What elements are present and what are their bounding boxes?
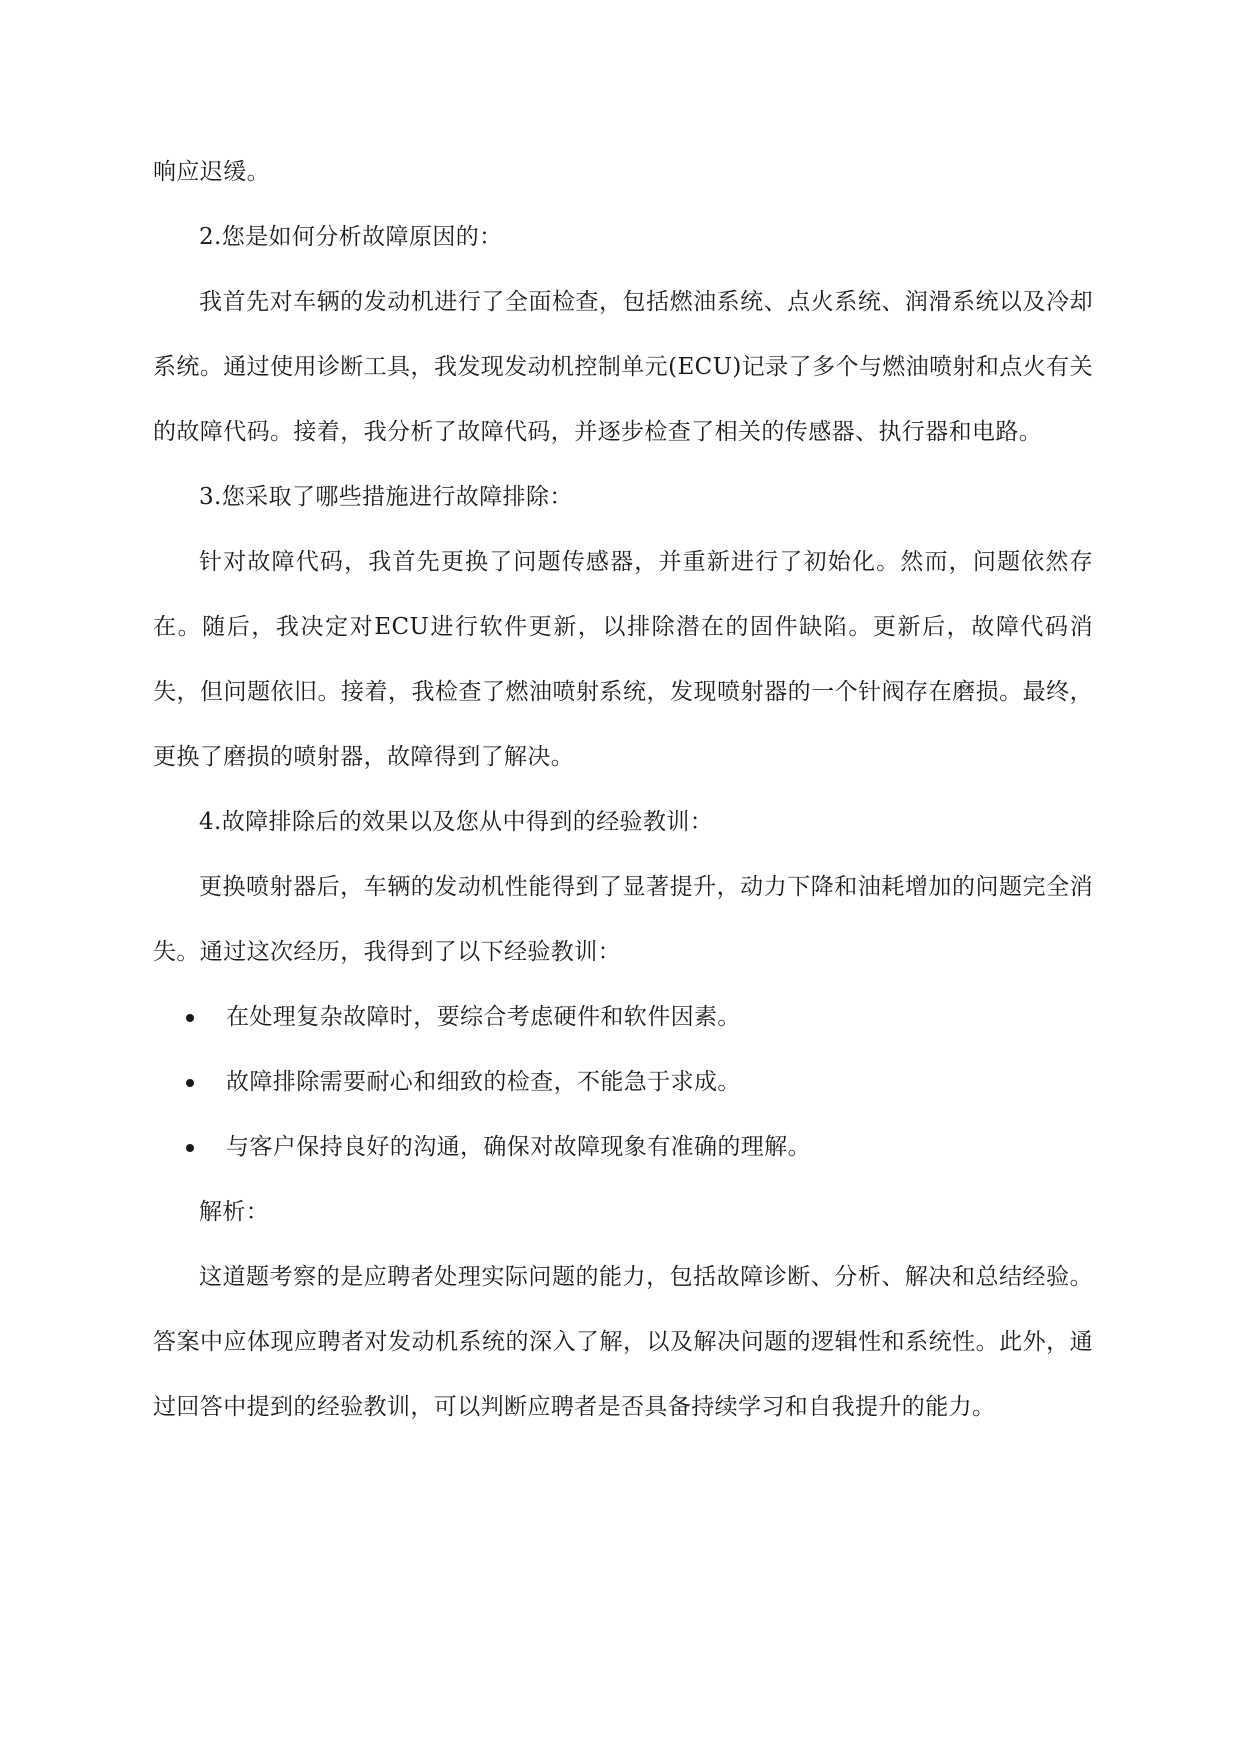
- list-item: [153, 1050, 1093, 1115]
- bullet-icon: [186, 1014, 194, 1022]
- lessons-list: [153, 985, 1093, 1180]
- question-4-heading: 4.故障排除后的效果以及您从中得到的经验教训：: [199, 809, 714, 835]
- list-item-text: 在处理复杂故障时，要综合考虑硬件和软件因素。: [226, 1004, 741, 1030]
- list-item-text: 与客户保持良好的沟通，确保对故障现象有准确的理解。: [226, 1134, 811, 1160]
- analysis-heading: 解析：: [199, 1199, 270, 1225]
- analysis-body: 这道题考察的是应聘者处理实际问题的能力，包括故障诊断、分析、解决和总结经验。答案中应体现应聘者对发动机系统的深入了解，以及解决问题的逻辑性和系统性。此外，通过回答中提到的经验教训，可以判断应聘者是否具备持续学习和自我提升的能力。: [153, 1264, 1093, 1420]
- list-item-text: 故障排除需要耐心和细致的检查，不能急于求成。: [226, 1069, 741, 1095]
- question-2-heading: 2.您是如何分析故障原因的：: [199, 224, 503, 250]
- document-body: [153, 140, 1093, 1440]
- question-2-answer: 我首先对车辆的发动机进行了全面检查，包括燃油系统、点火系统、润滑系统以及冷却系统。通过使用诊断工具，我发现发动机控制单元(ECU)记录了多个与燃油喷射和点火有关的故障代码。接着，我分析了故障代码，并逐步检查了相关的传感器、执行器和电路。: [153, 289, 1093, 445]
- list-item: [153, 1115, 1093, 1180]
- bullet-icon: [186, 1144, 194, 1152]
- list-item: [153, 985, 1093, 1050]
- question-3-answer: 针对故障代码，我首先更换了问题传感器，并重新进行了初始化。然而，问题依然存在。随后，我决定对ECU进行软件更新，以排除潜在的固件缺陷。更新后，故障代码消失，但问题依旧。接着，我检查了燃油喷射系统，发现喷射器的一个针阀存在磨损。最终，更换了磨损的喷射器，故障得到了解决。: [153, 549, 1093, 770]
- paragraph-continuation: 响应迟缓。: [153, 159, 270, 185]
- bullet-icon: [186, 1079, 194, 1087]
- question-4-answer: 更换喷射器后，车辆的发动机性能得到了显著提升，动力下降和油耗增加的问题完全消失。通过这次经历，我得到了以下经验教训：: [153, 874, 1093, 965]
- question-3-heading: 3.您采取了哪些措施进行故障排除：: [199, 484, 573, 510]
